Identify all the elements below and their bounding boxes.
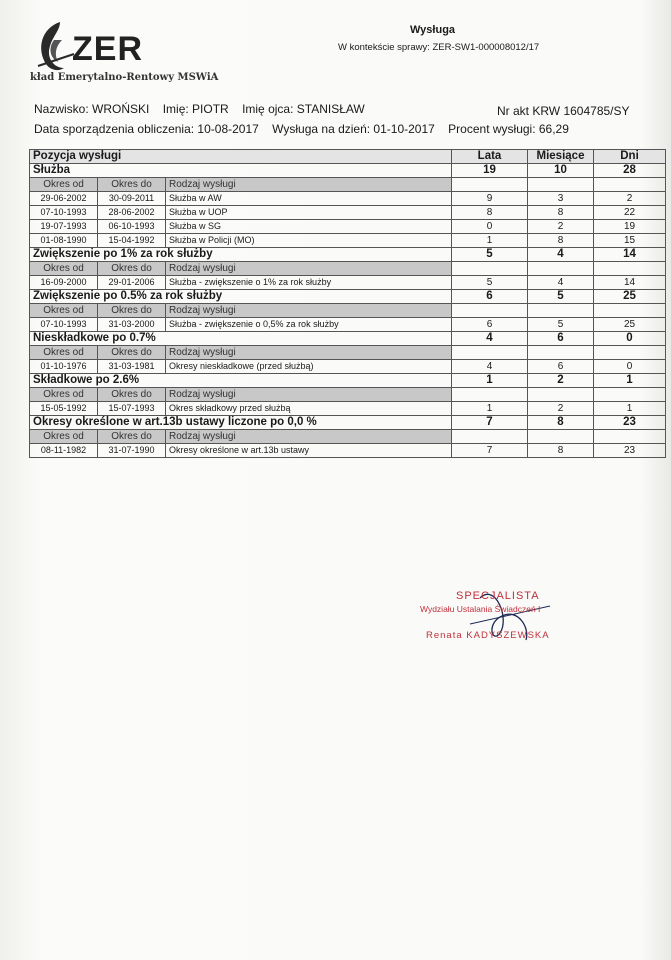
sub-header-row [30,262,666,276]
section-months: 8 [528,416,594,430]
period-to: 30-09-2011 [98,192,166,206]
period-to: 28-06-2002 [98,206,166,220]
section-years: 6 [452,290,528,304]
section-months: 10 [528,164,594,178]
section-name: Zwiększenie po 0.5% za rok służby [30,290,452,304]
service-type: Służba w SG [166,220,452,234]
period-to: 15-04-1992 [98,234,166,248]
father-name: Imię ojca: STANISŁAW [242,102,365,116]
empty-cell [528,262,594,276]
table-row [30,192,666,206]
sub-header-type: Rodzaj wysługi [166,304,452,318]
row-months: 5 [528,318,594,332]
service-type: Okresy nieskładkowe (przed służbą) [166,360,452,374]
service-type: Okresy określone w art.13b ustawy [166,444,452,458]
row-days: 19 [594,220,666,234]
row-months: 4 [528,276,594,290]
empty-cell [528,304,594,318]
sub-header-from: Okres od [30,388,98,402]
row-months: 8 [528,206,594,220]
empty-cell [594,304,666,318]
table-row [30,276,666,290]
sub-header-from: Okres od [30,262,98,276]
section-name: Służba [30,164,452,178]
sub-header-row [30,388,666,402]
period-from: 07-10-1993 [30,206,98,220]
row-days: 1 [594,402,666,416]
sub-header-row [30,178,666,192]
sub-header-to: Okres do [98,388,166,402]
service-table [29,149,666,458]
section-row [30,332,666,346]
row-months: 8 [528,444,594,458]
case-reference: W kontekście sprawy: ZER-SW1-000008012/17 [338,42,540,53]
row-years: 8 [452,206,528,220]
sub-header-from: Okres od [30,346,98,360]
section-row [30,248,666,262]
service-type: Okres składkowy przed służbą [166,402,452,416]
row-years: 5 [452,276,528,290]
period-from: 16-09-2000 [30,276,98,290]
section-months: 4 [528,248,594,262]
row-months: 6 [528,360,594,374]
empty-cell [594,430,666,444]
section-years: 5 [452,248,528,262]
section-row [30,374,666,388]
header-days: Dni [594,150,666,164]
service-type: Służba - zwiększenie o 0,5% za rok służby [166,318,452,332]
period-to: 31-03-1981 [98,360,166,374]
empty-cell [452,178,528,192]
service-type: Służba w Policji (MO) [166,234,452,248]
row-years: 4 [452,360,528,374]
section-years: 1 [452,374,528,388]
sub-header-from: Okres od [30,178,98,192]
table-row [30,318,666,332]
sub-header-from: Okres od [30,430,98,444]
sub-header-row [30,346,666,360]
surname: Nazwisko: WROŃSKI [34,102,150,116]
section-name: Zwiększenie po 1% za rok służby [30,248,452,262]
empty-cell [594,262,666,276]
empty-cell [528,388,594,402]
period-to: 31-03-2000 [98,318,166,332]
table-row [30,220,666,234]
table-row [30,402,666,416]
sub-header-type: Rodzaj wysługi [166,388,452,402]
section-days: 14 [594,248,666,262]
document-title: Wysługa [410,24,456,36]
service-percent: Procent wysługi: 66,29 [448,122,569,136]
row-months: 8 [528,234,594,248]
section-name: Okresy określone w art.13b ustawy liczone po 0,0 % [30,416,452,430]
table-header-row [30,150,666,164]
section-row [30,164,666,178]
sub-header-to: Okres do [98,346,166,360]
empty-cell [528,178,594,192]
service-type: Służba w UOP [166,206,452,220]
period-to: 31-07-1990 [98,444,166,458]
sub-header-type: Rodzaj wysługi [166,178,452,192]
period-from: 29-06-2002 [30,192,98,206]
sub-header-type: Rodzaj wysługi [166,262,452,276]
section-months: 5 [528,290,594,304]
row-months: 2 [528,220,594,234]
stamp-name: Renata KADYSZEWSKA [426,630,550,641]
row-days: 14 [594,276,666,290]
table-row [30,234,666,248]
header-months: Miesiące [528,150,594,164]
logo-subtitle: kład Emerytalno-Rentowy MSWiA [30,72,219,83]
section-days: 1 [594,374,666,388]
row-days: 0 [594,360,666,374]
service-type: Służba - zwiększenie o 1% za rok służby [166,276,452,290]
row-years: 0 [452,220,528,234]
section-months: 2 [528,374,594,388]
row-years: 1 [452,402,528,416]
empty-cell [594,388,666,402]
specialist-stamp [420,590,620,660]
first-name: Imię: PIOTR [162,102,229,116]
header-position: Pozycja wysługi [30,150,452,164]
empty-cell [452,388,528,402]
table-row [30,360,666,374]
row-days: 22 [594,206,666,220]
table-row [30,444,666,458]
row-days: 25 [594,318,666,332]
row-days: 15 [594,234,666,248]
stamp-role: SPECJALISTA [456,590,540,602]
empty-cell [528,430,594,444]
row-months: 3 [528,192,594,206]
row-days: 2 [594,192,666,206]
empty-cell [528,346,594,360]
service-type: Służba w AW [166,192,452,206]
section-years: 7 [452,416,528,430]
section-days: 28 [594,164,666,178]
period-from: 19-07-1993 [30,220,98,234]
section-row [30,416,666,430]
date-prepared: Data sporządzenia obliczenia: 10-08-2017 [34,122,259,136]
section-months: 6 [528,332,594,346]
period-from: 08-11-1982 [30,444,98,458]
section-years: 4 [452,332,528,346]
period-to: 06-10-1993 [98,220,166,234]
sub-header-type: Rodzaj wysługi [166,430,452,444]
calc-info [34,122,579,136]
section-days: 23 [594,416,666,430]
section-days: 0 [594,332,666,346]
period-from: 01-10-1976 [30,360,98,374]
table-row [30,206,666,220]
empty-cell [452,304,528,318]
row-years: 9 [452,192,528,206]
section-row [30,290,666,304]
empty-cell [452,430,528,444]
section-days: 25 [594,290,666,304]
period-from: 15-05-1992 [30,402,98,416]
row-years: 1 [452,234,528,248]
logo-text: ZER [72,30,143,68]
empty-cell [594,346,666,360]
row-years: 7 [452,444,528,458]
sub-header-from: Okres od [30,304,98,318]
sub-header-type: Rodzaj wysługi [166,346,452,360]
service-as-of: Wysługa na dzień: 01-10-2017 [272,122,435,136]
sub-header-to: Okres do [98,304,166,318]
sub-header-to: Okres do [98,262,166,276]
person-info [34,102,375,116]
section-name: Nieskładkowe po 0.7% [30,332,452,346]
row-days: 23 [594,444,666,458]
sub-header-to: Okres do [98,430,166,444]
row-months: 2 [528,402,594,416]
period-to: 15-07-1993 [98,402,166,416]
period-to: 29-01-2006 [98,276,166,290]
section-years: 19 [452,164,528,178]
empty-cell [452,346,528,360]
header-years: Lata [452,150,528,164]
section-name: Składkowe po 2.6% [30,374,452,388]
sub-header-row [30,304,666,318]
sub-header-row [30,430,666,444]
sub-header-to: Okres do [98,178,166,192]
stamp-department: Wydziału Ustalania Świadczeń I [420,604,541,614]
empty-cell [594,178,666,192]
row-years: 6 [452,318,528,332]
akt-number: Nr akt KRW 1604785/SY [497,104,630,118]
period-from: 01-08-1990 [30,234,98,248]
period-from: 07-10-1993 [30,318,98,332]
empty-cell [452,262,528,276]
